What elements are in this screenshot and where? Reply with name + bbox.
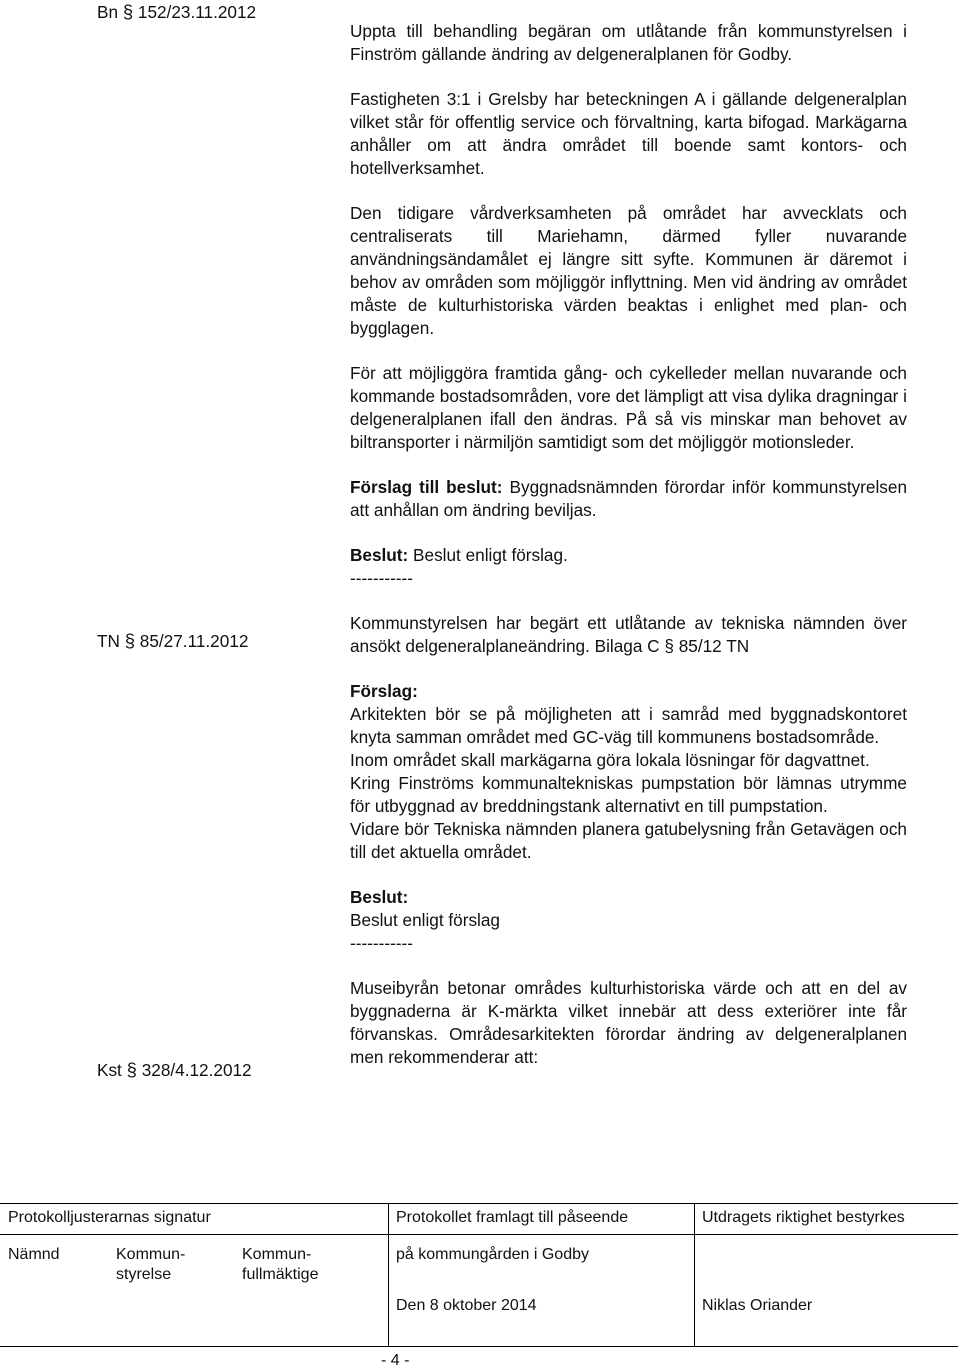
section-sign: § — [122, 1, 134, 22]
decision-1-label: Beslut: — [350, 545, 409, 565]
ref-tn — [97, 629, 248, 653]
proposal-text: Byggnadsnämnden förordar inför kommunstyrelsen att anhållan om ändring beviljas. — [350, 477, 907, 520]
ref-tn-post: 85/27.11.2012 — [139, 631, 249, 651]
cell-kommunstyrelse-2: styrelse — [116, 1266, 172, 1283]
page-number: - 4 - — [381, 1352, 410, 1369]
ref-kst — [97, 1058, 252, 1082]
paragraph-paths: För att möjliggöra framtida gång- och cykelleder mellan nuvarande och kommande bostadsområden, vore det lämpligt att visa dylika dragningar i delgeneralplanen ifall den ändras. På så vis minskar man behovet av biltransporter i närmiljön samtidigt som det möjliggör motionsleder. — [350, 363, 907, 452]
section-sign: § — [126, 1059, 137, 1080]
proposal-2-item-1: Arkitekten bör se på möjligheten att i samråd med byggnadskontoret knyta samman området med GC-väg till kommunens bostadsområde. — [350, 704, 907, 747]
separator-2: ----------- — [350, 933, 413, 953]
decision-2-label: Beslut: — [350, 887, 409, 907]
separator-1: ----------- — [350, 568, 413, 588]
paragraph-property: Fastigheten 3:1 i Grelsby har beteckningen A i gällande delgeneralplan vilket står för offentlig service och förvaltning, karta bifogad. Markägarna anhåller om att ändra området till boende samt kontors- och hotellverksamhet. — [350, 89, 907, 178]
proposal-label: Förslag till beslut: — [350, 477, 503, 497]
decision-1 — [350, 544, 907, 567]
cell-kommunstyrelse-1: Kommun- — [116, 1246, 186, 1263]
ref-bn-post: 152/23.11.2012 — [137, 2, 257, 22]
ref-tn-pre: TN — [97, 631, 120, 651]
proposal-2-item-3: Kring Finströms kommunaltekniskas pumpstation bör lämnas utrymme för utbyggnad av breddningstank alternativt en till pumpstation. — [350, 773, 907, 816]
ref-bn — [97, 0, 256, 24]
paragraph-request: Uppta till behandling begäran om utlåtande från kommunstyrelsen i Finström gällande ändring av delgeneralplanen för Godby. — [350, 21, 907, 64]
section-sign: § — [664, 636, 674, 656]
table-column-divider — [694, 1204, 695, 1346]
decision-2-text: Beslut enligt förslag — [350, 910, 500, 930]
header-signature: Protokolljusterarnas signatur — [8, 1209, 211, 1226]
section-sign: § — [124, 630, 135, 651]
table-row-divider — [0, 1234, 958, 1235]
cell-kommunfullmaktige-2: fullmäktige — [242, 1266, 319, 1283]
paragraph-kst: Museibyrån betonar områdes kulturhistoriska värde och att en del av byggnaderna är K-märkta vilket innebär att dess exteriörer inte får förvanskas. Områdesarkitekten förordar ändring av delgeneralplanen men rekommenderar att: — [350, 978, 907, 1067]
ref-kst-pre: Kst — [97, 1060, 122, 1080]
decision-1-text: Beslut enligt förslag. — [413, 545, 568, 565]
main-text — [350, 20, 907, 1069]
ref-kst-post: 328/4.12.2012 — [141, 1060, 252, 1080]
cell-date: Den 8 oktober 2014 — [396, 1297, 537, 1314]
proposal-2-label: Förslag: — [350, 681, 418, 701]
cell-namnd: Nämnd — [8, 1246, 60, 1263]
proposal-2-item-4: Vidare bör Tekniska nämnden planera gatubelysning från Getavägen och till det aktuella området. — [350, 819, 907, 862]
proposal-2-item-2: Inom området skall markägarna göra lokala lösningar för dagvattnet. — [350, 750, 870, 770]
paragraph-care: Den tidigare vårdverksamheten på området har avvecklats och centraliserats till Mariehamn, därmed fyller nuvarande användningsändamålet ej längre sitt syfte. Kommunen är däremot i behov av områden som möjliggör inflyttning. Men vid ändring av området måste de kulturhistoriska värden beaktas i enlighet med plan- och bygglagen. — [350, 203, 907, 338]
tn-intro-text: Kommunstyrelsen har begärt ett utlåtande av tekniska nämnden över ansökt delgeneralplaneändring. Bilaga C — [350, 613, 907, 656]
cell-place: på kommungården i Godby — [396, 1246, 589, 1263]
table-column-divider — [388, 1204, 389, 1346]
paragraph-proposal — [350, 476, 907, 522]
header-posted: Protokollet framlagt till påseende — [396, 1209, 629, 1226]
signature-table — [0, 1203, 958, 1347]
header-certified: Utdragets riktighet bestyrkes — [702, 1209, 905, 1226]
tn-intro-tail: 85/12 TN — [678, 636, 750, 656]
cell-name: Niklas Oriander — [702, 1297, 813, 1314]
ref-bn-pre: Bn — [97, 2, 119, 22]
cell-kommunfullmaktige-1: Kommun- — [242, 1246, 312, 1263]
paragraph-tn-intro — [350, 612, 907, 658]
